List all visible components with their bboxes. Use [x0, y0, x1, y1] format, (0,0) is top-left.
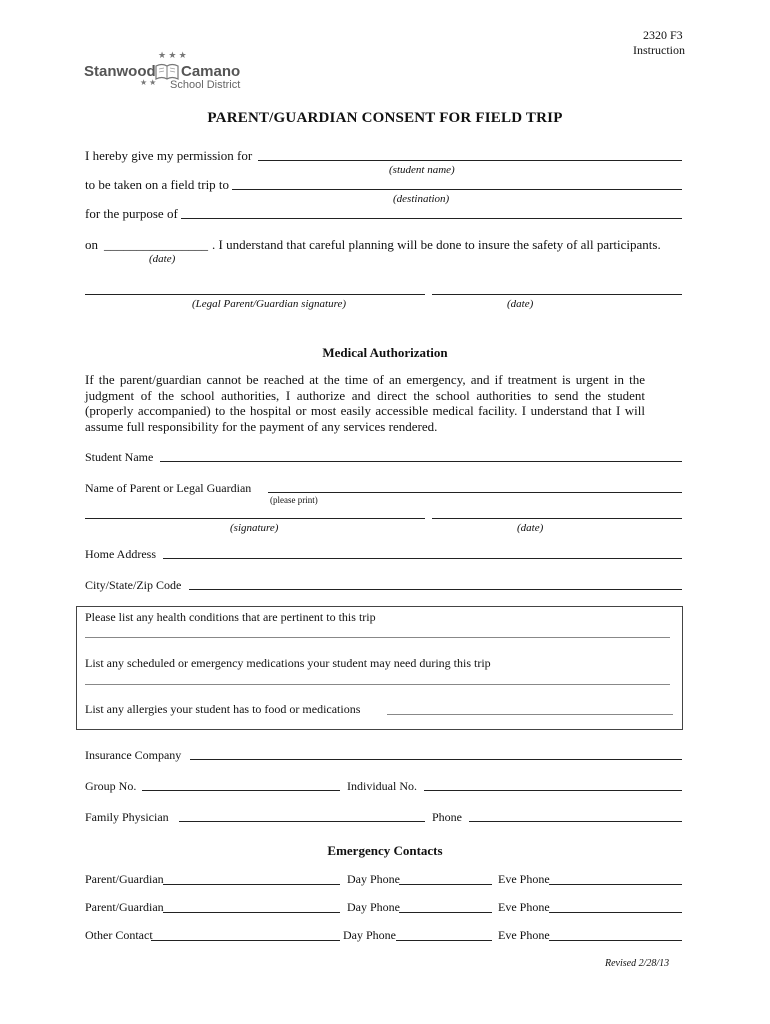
safety-statement: . I understand that careful planning will be done to insure the safety of all participants. [212, 237, 661, 252]
purpose-field[interactable] [181, 218, 682, 219]
contact-1-name-field[interactable] [163, 884, 340, 885]
destination-caption: (destination) [393, 193, 450, 205]
guardian-signature-date-field[interactable] [432, 294, 682, 295]
medical-date-caption: (date) [517, 522, 544, 534]
destination-label: to be taken on a field trip to [85, 177, 230, 192]
contact-1-label: Parent/Guardian [85, 872, 164, 886]
contact-1-day-label: Day Phone [347, 872, 400, 886]
group-number-field[interactable] [142, 790, 340, 791]
medical-date-field[interactable] [432, 518, 682, 519]
destination-field[interactable] [232, 189, 682, 190]
home-address-label: Home Address [85, 547, 156, 561]
contact-1-day-phone-field[interactable] [399, 884, 492, 885]
guardian-signature-caption: (Legal Parent/Guardian signature) [192, 298, 346, 310]
contact-3-eve-label: Eve Phone [498, 928, 550, 942]
emergency-heading: Emergency Contacts [327, 843, 443, 858]
medical-signature-field[interactable] [85, 518, 425, 519]
insurance-company-field[interactable] [190, 759, 682, 760]
contact-3-name-field[interactable] [151, 940, 340, 941]
student-name-label: Student Name [85, 450, 154, 464]
contact-3-day-label: Day Phone [343, 928, 396, 942]
student-name-field[interactable] [258, 160, 682, 161]
physician-phone-field[interactable] [469, 821, 682, 822]
district-logo [84, 50, 254, 96]
stars-icon: ★ ★ ★ [158, 50, 187, 60]
parent-name-field[interactable] [268, 492, 682, 493]
insurance-company-label: Insurance Company [85, 748, 182, 762]
guardian-signature-field[interactable] [85, 294, 425, 295]
purpose-label: for the purpose of [85, 206, 178, 221]
contact-2-eve-label: Eve Phone [498, 900, 550, 914]
on-label: on [85, 237, 98, 252]
medications-label: List any scheduled or emergency medications your student may need during this trip [85, 656, 491, 670]
please-print-caption: (please print) [270, 495, 318, 505]
medical-signature-caption: (signature) [230, 522, 279, 534]
individual-number-label: Individual No. [347, 779, 417, 793]
contact-2-name-field[interactable] [163, 912, 340, 913]
trip-date-caption: (date) [149, 253, 176, 265]
individual-number-field[interactable] [424, 790, 682, 791]
city-state-zip-label: City/State/Zip Code [85, 578, 182, 592]
permission-label: I hereby give my permission for [85, 148, 253, 163]
home-address-field[interactable] [163, 558, 682, 559]
revised-date: Revised 2/28/13 [605, 958, 670, 969]
student-name-caption: (student name) [389, 164, 455, 176]
family-physician-field[interactable] [179, 821, 425, 822]
contact-3-label: Other Contact [85, 928, 153, 942]
trip-date-field[interactable]: ________________ [104, 237, 208, 252]
form-type: Instruction [633, 43, 685, 57]
family-physician-label: Family Physician [85, 810, 169, 824]
guardian-signature-date-caption: (date) [507, 298, 534, 310]
medical-heading: Medical Authorization [322, 345, 448, 360]
contact-2-day-phone-field[interactable] [399, 912, 492, 913]
city-state-zip-field[interactable] [189, 589, 682, 590]
medical-paragraph: If the parent/guardian cannot be reached at the time of an emergency, and if treatment is urgent in the judgment of the school authorities, I authorize and direct the school authorities to send the student (properly accompanied) to the hospital or most easily accessible medical facility. I understand that I will assume full responsibility for the payment of any services rendered. [85, 372, 645, 434]
health-conditions-label: Please list any health conditions that are pertinent to this trip [85, 610, 376, 624]
stars-icon-lower: ★ ★ [140, 78, 157, 87]
health-conditions-field[interactable] [85, 637, 670, 638]
allergies-field[interactable] [387, 714, 673, 715]
contact-2-label: Parent/Guardian [85, 900, 164, 914]
logo-stanwood: Stanwood [84, 63, 156, 80]
contact-2-eve-phone-field[interactable] [549, 912, 682, 913]
contact-3-day-phone-field[interactable] [396, 940, 492, 941]
parent-name-label: Name of Parent or Legal Guardian [85, 481, 252, 495]
group-number-label: Group No. [85, 779, 137, 793]
medical-student-name-field[interactable] [160, 461, 682, 462]
contact-1-eve-label: Eve Phone [498, 872, 550, 886]
allergies-label: List any allergies your student has to food or medications [85, 702, 361, 716]
medications-field[interactable] [85, 684, 670, 685]
contact-2-day-label: Day Phone [347, 900, 400, 914]
page-title: PARENT/GUARDIAN CONSENT FOR FIELD TRIP [207, 110, 563, 126]
form-number: 2320 F3 [643, 28, 683, 42]
physician-phone-label: Phone [432, 810, 462, 824]
logo-camano: Camano [181, 63, 241, 80]
logo-subtitle: School District [170, 79, 241, 91]
contact-1-eve-phone-field[interactable] [549, 884, 682, 885]
contact-3-eve-phone-field[interactable] [549, 940, 682, 941]
